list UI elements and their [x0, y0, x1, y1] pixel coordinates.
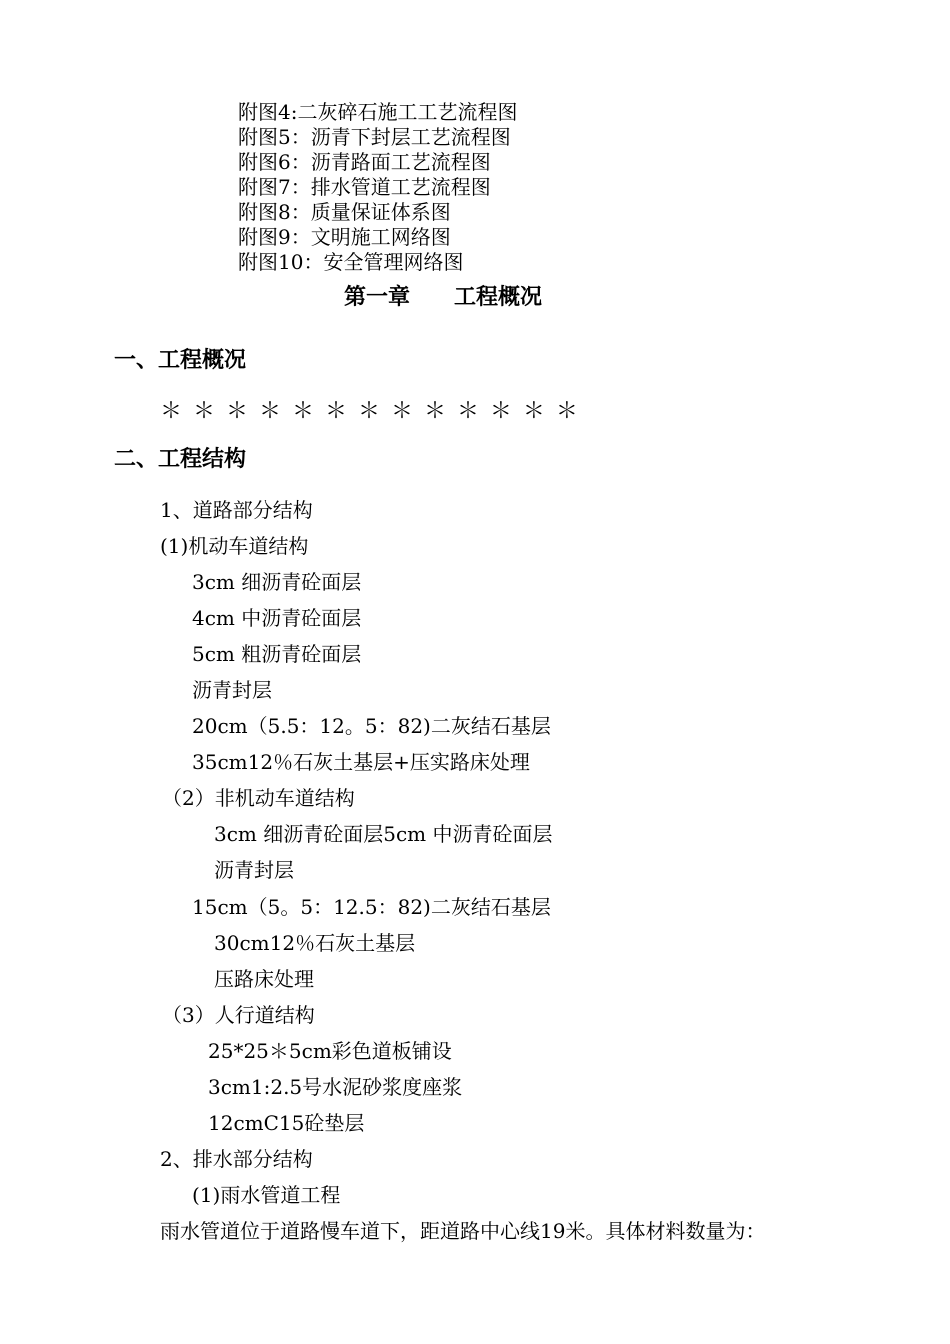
toc-item: 附图10：安全管理网络图: [238, 250, 464, 274]
toc-item: 附图8：质量保证体系图: [238, 200, 451, 224]
body-line: 3cm1:2.5号水泥砂浆度座浆: [208, 1075, 463, 1099]
body-line: 沥青封层: [192, 678, 272, 702]
body-line: 12cmC15砼垫层: [208, 1111, 365, 1135]
body-line: 沥青封层: [214, 858, 294, 882]
body-line: 5cm 粗沥青砼面层: [192, 642, 362, 666]
body-line: 20cm（5.5：12。5：82)二灰结石基层: [192, 714, 551, 738]
section-title-structure: 二、工程结构: [114, 447, 247, 472]
body-line: (1)机动车道结构: [160, 534, 309, 558]
body-line: 25*25＊5cm彩色道板铺设: [208, 1039, 452, 1063]
toc-item: 附图6：沥青路面工艺流程图: [238, 150, 491, 174]
body-line: 35cm12％石灰土基层+压实路床处理: [192, 750, 530, 774]
body-line: 1、道路部分结构: [160, 498, 313, 522]
body-line: 雨水管道位于道路慢车道下，距道路中心线19米。具体材料数量为：: [160, 1219, 766, 1243]
body-line: 压路床处理: [214, 967, 314, 991]
body-line: 3cm 细沥青砼面层5cm 中沥青砼面层: [214, 822, 553, 846]
body-line: (1)雨水管道工程: [192, 1183, 341, 1207]
section-title-overview: 一、工程概况: [114, 348, 247, 373]
toc-item: 附图9：文明施工网络图: [238, 225, 451, 249]
toc-item: 附图4:二灰碎石施工工艺流程图: [238, 100, 518, 124]
chapter-title: 第一章 工程概况: [344, 285, 543, 310]
body-line: 2、排水部分结构: [160, 1147, 313, 1171]
body-line: 15cm（5。5：12.5：82)二灰结石基层: [192, 895, 551, 919]
toc-item: 附图5：沥青下封层工艺流程图: [238, 125, 511, 149]
body-line: 4cm 中沥青砼面层: [192, 606, 362, 630]
redacted-text: ＊ ＊ ＊ ＊ ＊ ＊ ＊ ＊ ＊ ＊ ＊ ＊ ＊: [160, 399, 580, 424]
toc-item: 附图7：排水管道工艺流程图: [238, 175, 491, 199]
body-line: 30cm12％石灰土基层: [214, 931, 416, 955]
body-line: 3cm 细沥青砼面层: [192, 570, 362, 594]
body-line: （2）非机动车道结构: [162, 786, 355, 810]
body-line: （3）人行道结构: [162, 1003, 315, 1027]
